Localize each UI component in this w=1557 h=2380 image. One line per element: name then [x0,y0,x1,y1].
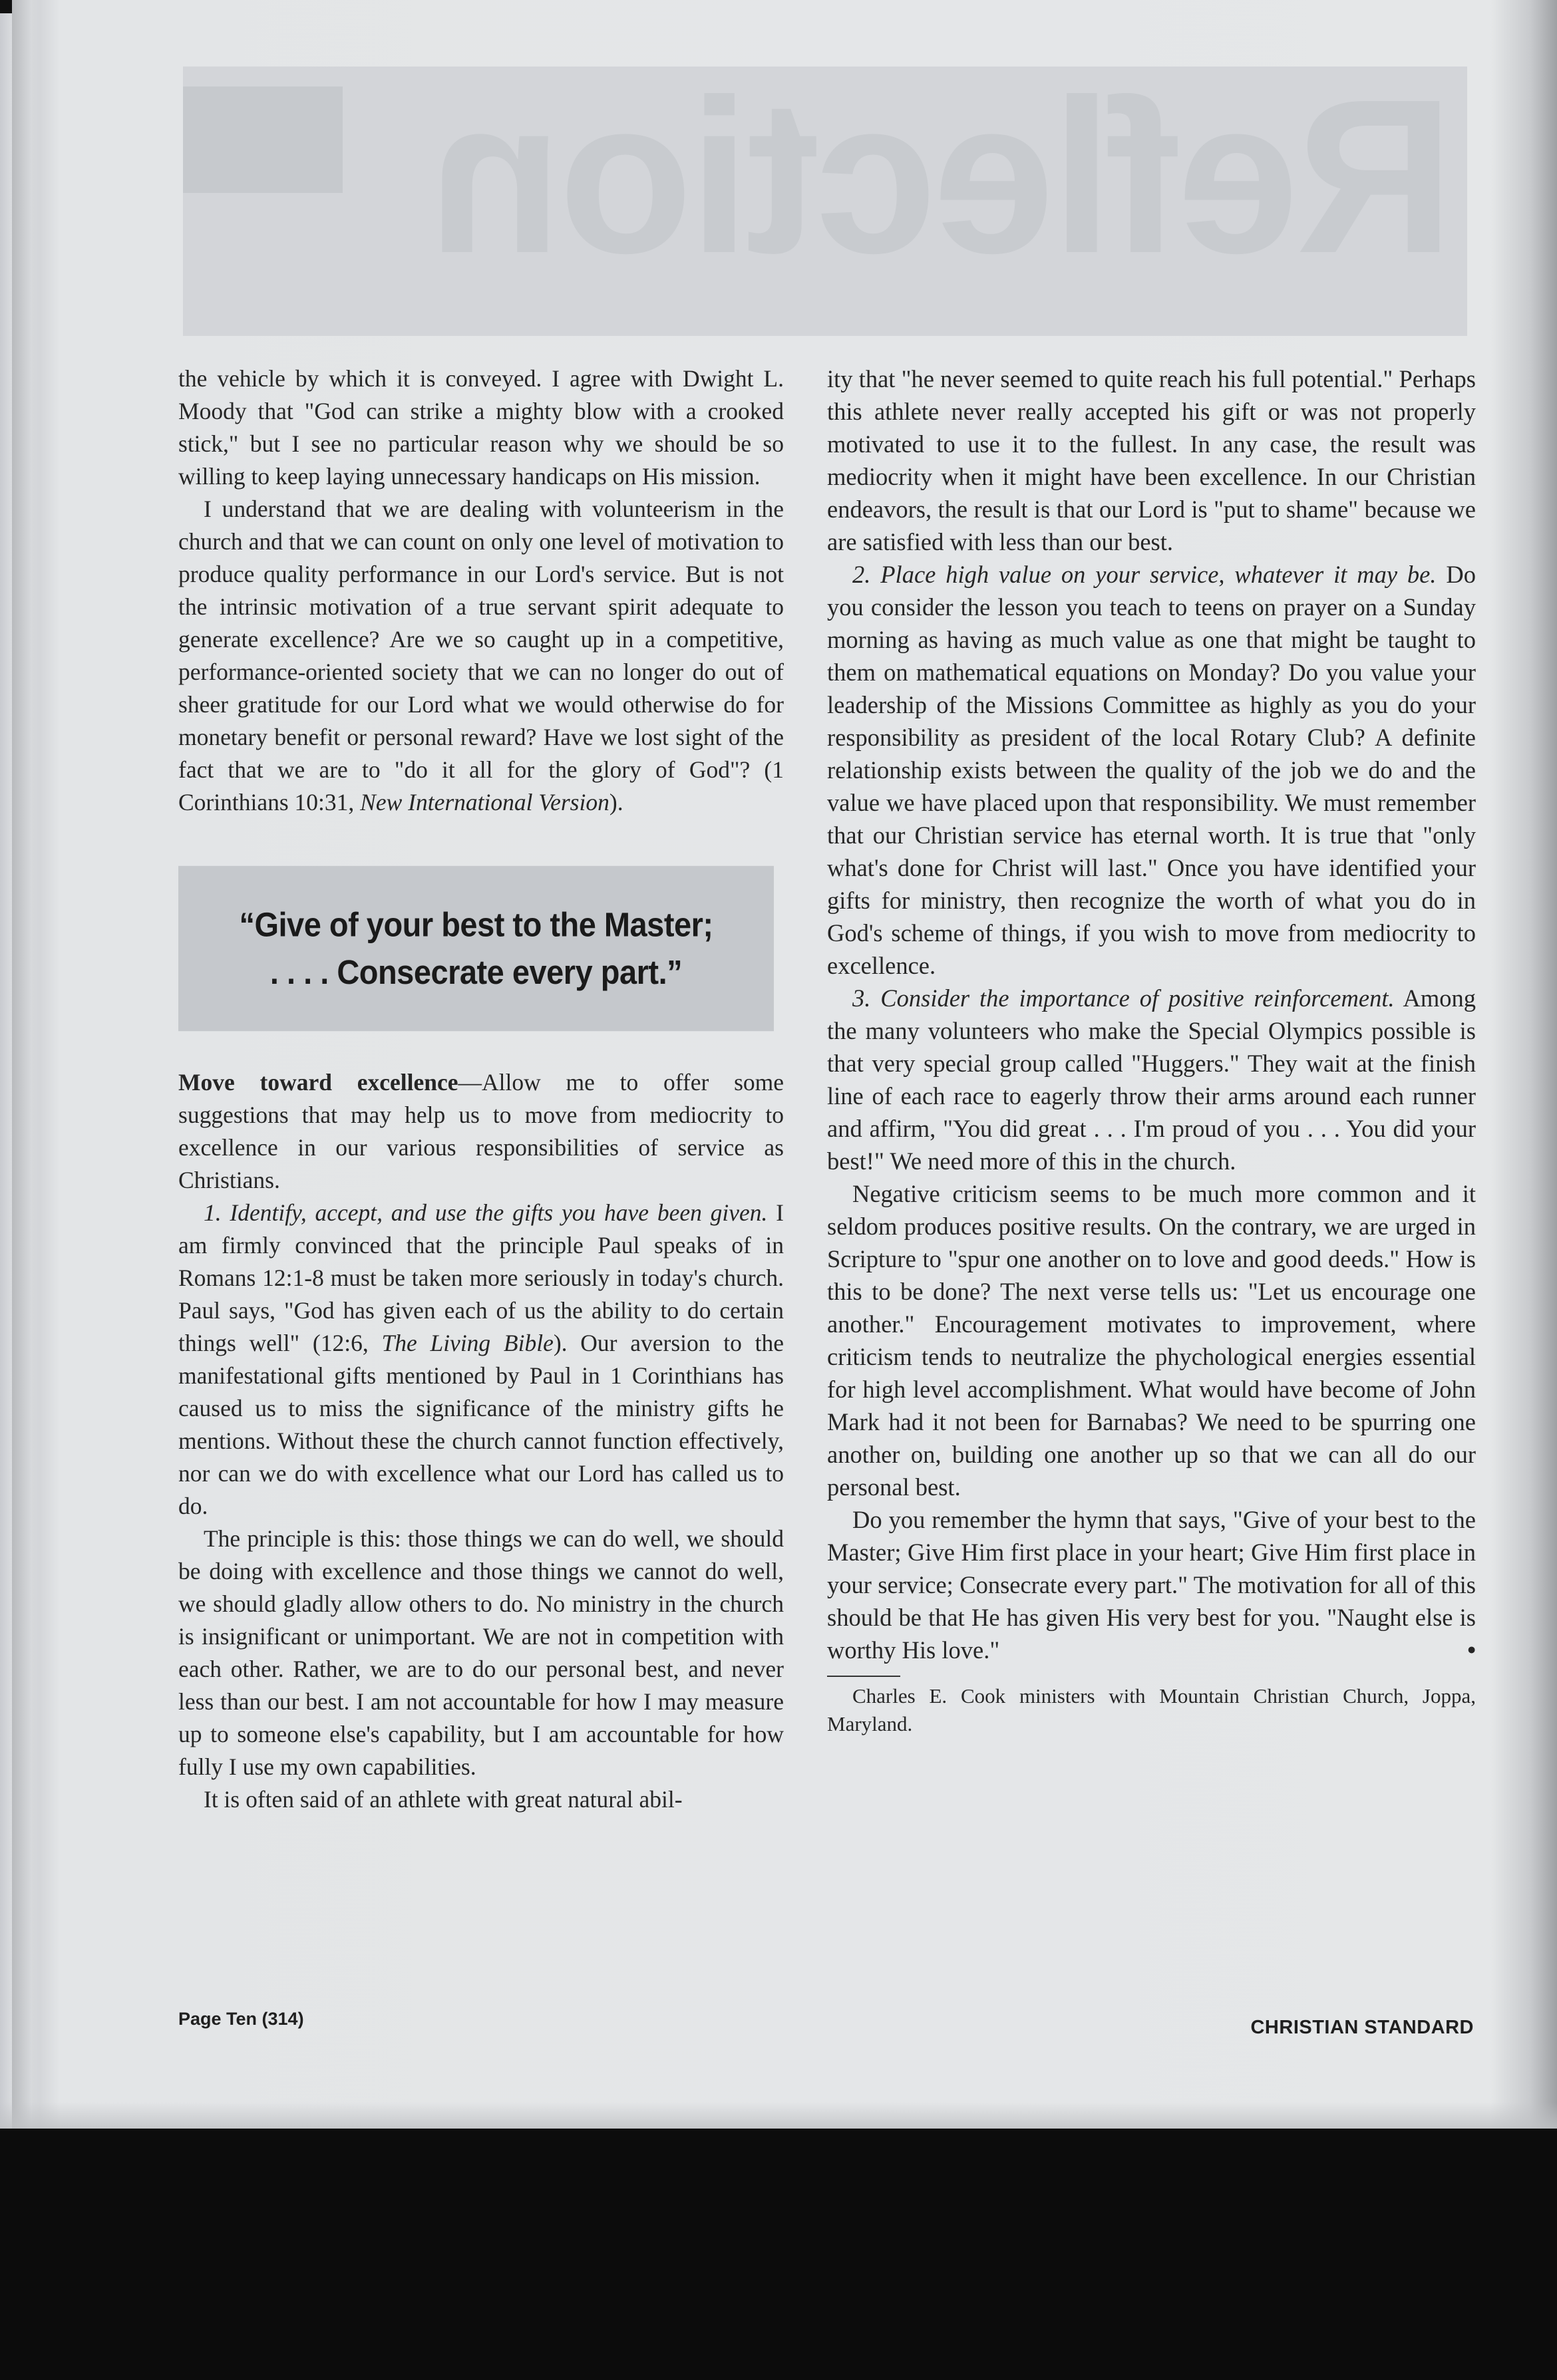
paragraph: The principle is this: those things we can do well, we should be doing with excellence and those things we cannot do well, we should gladly allow others to do. No ministry in the church is insignificant or unimportant. We are not in competition with each other. Rather, we are to do our personal best, and never less than our best. I am not accountable for how I may measure up to someone else's capability, but I am accountable for how fully I use my own capabilities. [178,1525,784,1780]
paragraph: Do you remember the hymn that says, "Give of your best to the Master; Give Him first place in your heart; Give Him first place in your service; Consecrate every part." The motivation for all of this should be that He has given His very best for you. "Naught else is worthy His love." • [827,1503,1476,1666]
paragraph: the vehicle by which it is conveyed. I agree with Dwight L. Moody that "God can strike a mighty blow with a crooked stick," but I see no particular reason why we should be so willing to keep laying unnecessary handicaps on His mission. [178,365,784,490]
page-edge-shadow [0,2102,1557,2129]
bleed-through-block [183,86,343,193]
bio-rule [827,1676,900,1677]
page-number: Page Ten (314) [178,2009,304,2029]
right-column [827,363,1476,1738]
publication-name: CHRISTIAN STANDARD [1250,2017,1474,2038]
citation-italic: New International Version [360,789,609,816]
pull-quote [178,866,774,1031]
left-column [178,363,784,1816]
point-paragraph: 3. Consider the importance of positive reinforcement. Among the many volunteers who make the Special Olympics possible is that very special group called "Huggers." They wait at the finish line of each race to eagerly throw their arms around each runner and affirm, "You did great . . . I'm proud of you . . . You did your best!" We need more of this in the church. [827,984,1476,1175]
point-paragraph: 1. Identify, accept, and use the gifts you have been given. I am firmly convinced that the principle Paul speaks of in Romans 12:1-8 must be taken more seriously in today's church. Paul says, "God has given each of us the ability to do certain things well" (12:6, The Living Bible). Our aversion to the manifestational gifts mentioned by Paul in 1 Corinthians has caused us to miss the significance of the ministry gifts he mentions. Without these the church cannot function effectively, nor can we do with excellence what our Lord has called us to do. [178,1199,784,1519]
point-lead: 3. Consider the importance of positive reinforcement. [852,984,1395,1012]
paragraph: Negative criticism seems to be much more common and it seldom produces positive results. On the contrary, we are urged in Scripture to "spur one another on to love and good deeds." How is this to be done? The next verse tells us: "Let us encourage one another." Encouragement motivates to improvement, where criticism tends to neutralize the phychological energies essential for high level accomplishment. What would have become of John Mark had it not been for Barnabas? We need to be spurring one another on, building one another up so that we can all do our personal best. [827,1180,1476,1501]
section-paragraph: Move toward excellence—Allow me to offer some suggestions that may help us to move from mediocrity to excellence in our various responsibilities of service as Christians. [178,1069,784,1193]
section-heading: Move toward excellence [178,1069,458,1096]
bleed-through-header [183,67,1467,336]
paragraph: ity that "he never seemed to quite reach his full potential." Perhaps this athlete never really accepted his gift or was not properly motivated to use it to the fullest. In any case, the result was mediocrity when it might have been excellence. In our Christian endeavors, the result is that our Lord is "put to shame" because we are satisfied with less than our best. [827,365,1476,555]
point-paragraph: 2. Place high value on your service, whatever it may be. Do you consider the lesson you teach to teens on prayer on a Sunday morning as having as much value as one that might be taught to them on mathematical equations on Monday? Do you value your leadership of the Missions Committee as highly as you do your responsibility as president of the local Rotary Club? A definite relationship exists between the quality of the job we do and the value we have placed upon that responsibility. We must remember that our Christian service has eternal worth. It is true that "only what's done for Christ will last." Once you have identified your gifts for ministry, then recognize the worth of what you do in God's scheme of things, if you wish to move from mediocrity to excellence. [827,561,1476,979]
citation-italic: The Living Bible [381,1330,554,1356]
end-mark: • [1467,1636,1476,1664]
author-bio: Charles E. Cook ministers with Mountain Christian Church, Joppa, Maryland. [827,1684,1476,1735]
pull-quote-line: . . . . Consecrate every part.” [269,953,683,991]
bleed-through-title: Reflection [432,67,1454,299]
paragraph: I understand that we are dealing with volunteerism in the church and that we can count on only one level of motivation to produce quality performance in our Lord's service. But is not the intrinsic motivation of a true servant spirit adequate to generate excellence? Are we so caught up in a competitive, performance-oriented society that we can no longer do out of sheer gratitude for our Lord what we would otherwise do for monetary benefit or personal reward? Have we lost sight of the fact that we are to "do it all for the glory of God"? (1 Corinthians 10:31, New International Version). [178,496,784,816]
pull-quote-line: “Give of your best to the Master; [239,905,713,944]
binding-spine [12,0,32,2129]
point-lead: 1. Identify, accept, and use the gifts you have been given. [204,1199,768,1226]
paragraph: It is often said of an athlete with great natural abil- [204,1786,683,1813]
point-lead: 2. Place high value on your service, whatever it may be. [852,561,1437,588]
